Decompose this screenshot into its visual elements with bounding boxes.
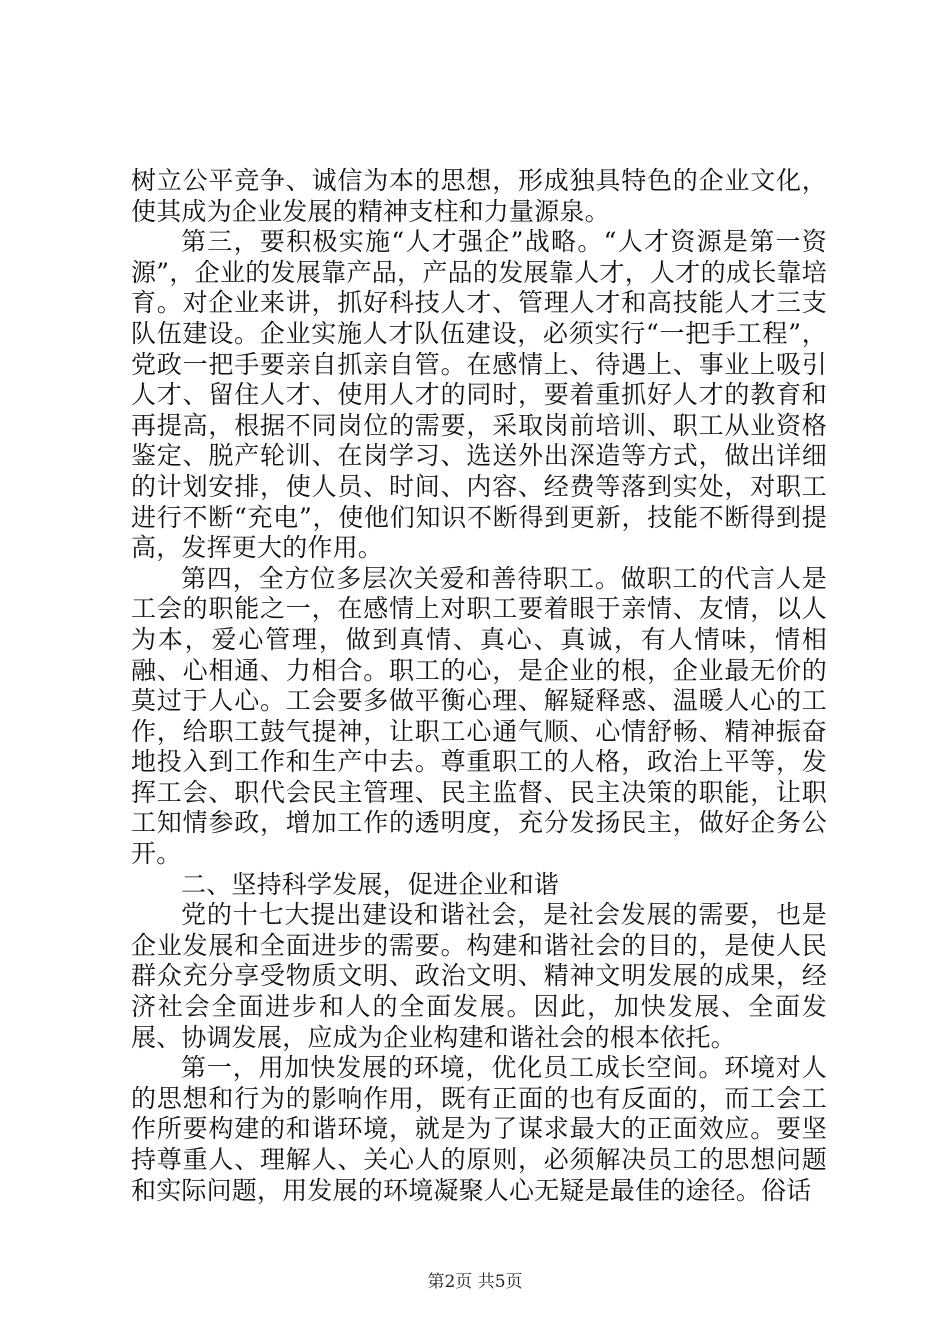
paragraph-culture-continued: 树立公平竞争、诚信为本的思想，形成独具特色的企业文化，使其成为企业发展的精神支柱和力量源泉。 bbox=[131, 166, 827, 226]
page-number-footer: 第2页 共5页 bbox=[427, 1272, 523, 1292]
paragraph-care-for-workers: 第四，全方位多层次关爱和善待职工。做职工的代言人是工会的职能之一，在感情上对职工要着眼于亲情、友情，以人为本，爱心管理，做到真情、真心、真诚，有人情味，情相融、心相通、力相合。职工的心，是企业的根，企业最无价的莫过于人心。工会要多做平衡心理、解疑释惑、温暖人心的工作，给职工鼓气提神，让职工心通气顺、心情舒畅、精神振奋地投入到工作和生产中去。尊重职工的人格，政治上平等，发挥工会、职代会民主管理、民主监督、民主决策的职能，让职工知情参政，增加工作的透明度，充分发扬民主，做好企务公开。 bbox=[131, 563, 827, 869]
section-heading-scientific-development: 二、坚持科学发展，促进企业和谐 bbox=[181, 869, 560, 899]
paragraph-harmonious-society: 党的十七大提出建设和谐社会，是社会发展的需要，也是企业发展和全面进步的需要。构建和谐社会的目的，是使人民群众充分享受物质文明、政治文明、精神文明发展的成果，经济社会全面进步和人的全面发展。因此，加快发展、全面发展、协调发展，应成为企业构建和谐社会的根本依托。 bbox=[131, 900, 827, 1052]
document-body bbox=[131, 166, 827, 1206]
paragraph-development-environment: 第一，用加快发展的环境，优化员工成长空间。环境对人的思想和行为的影响作用，既有正面的也有反面的，而工会工作所要构建的和谐环境，就是为了谋求最大的正面效应。要坚持尊重人、理解人、关心人的原则，必须解决员工的思想问题和实际问题，用发展的环境凝聚人心无疑是最佳的途径。俗话 bbox=[131, 1053, 827, 1205]
paragraph-talent-strategy: 第三，要积极实施“人才强企”战略。“人才资源是第一资源”，企业的发展靠产品，产品的发展靠人才，人才的成长靠培育。对企业来讲，抓好科技人才、管理人才和高技能人才三支队伍建设。企业实施人才队伍建设，必须实行“一把手工程”，党政一把手要亲自抓亲自管。在感情上、待遇上、事业上吸引人才、留住人才、使用人才的同时，要着重抓好人才的教育和再提高，根据不同岗位的需要，采取岗前培训、职工从业资格鉴定、脱产轮训、在岗学习、选送外出深造等方式，做出详细的计划安排，使人员、时间、内容、经费等落到实处，对职工进行不断“充电”，使他们知识不断得到更新，技能不断得到提高，发挥更大的作用。 bbox=[131, 227, 827, 563]
